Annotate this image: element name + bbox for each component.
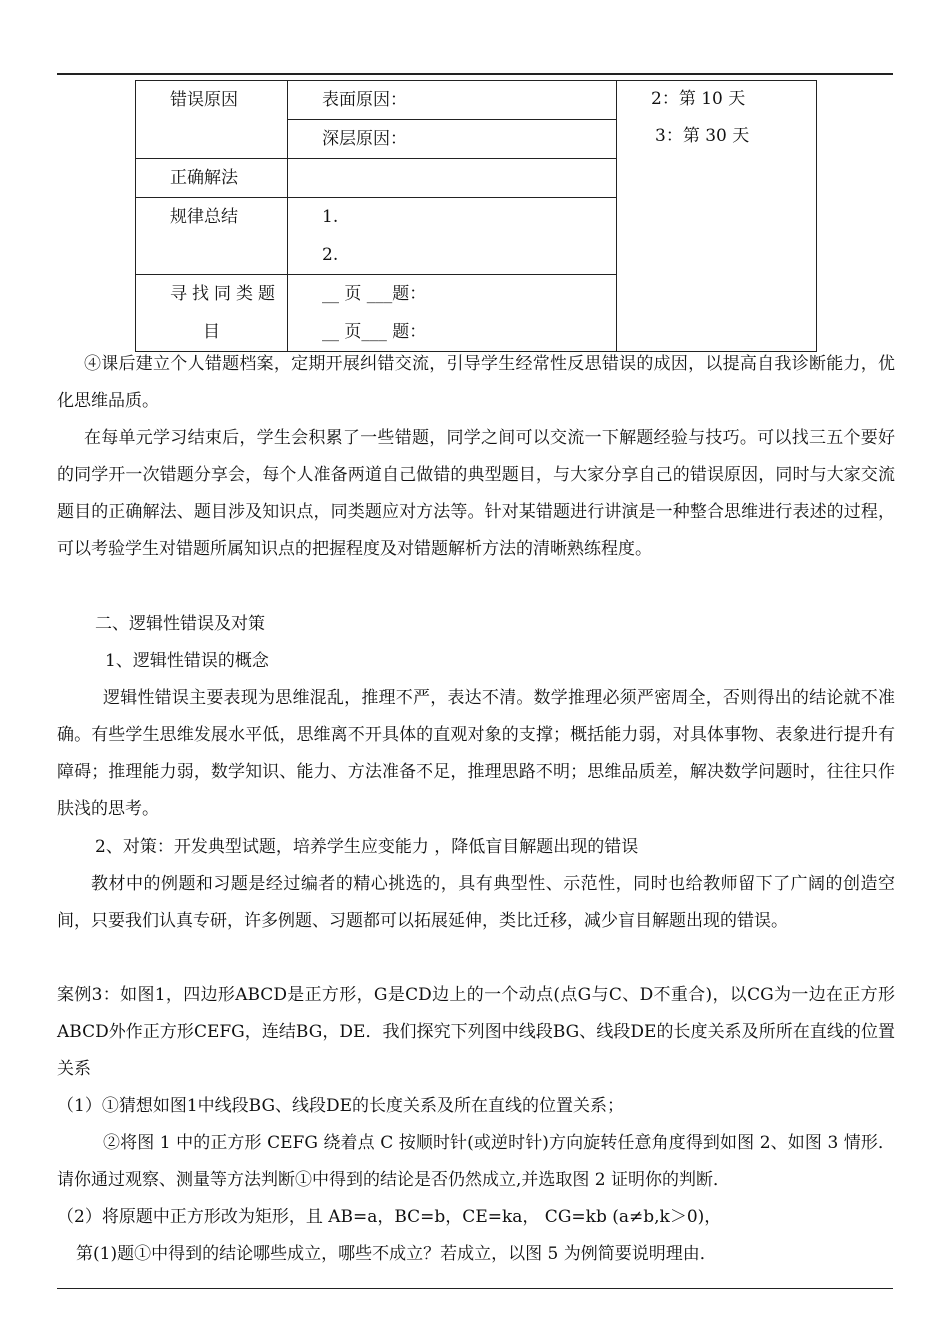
similar-problems-label-cell xyxy=(136,275,288,352)
rule-item-1: 1. xyxy=(322,207,339,227)
similar-problems-cell xyxy=(288,275,617,352)
question-2: （2）将原题中正方形改为矩形，且 AB=a，BC=b，CE=ka， CG=kb (a≠b,k＞0)， xyxy=(57,1207,722,1227)
subheading-concept: 1、逻辑性错误的概念 xyxy=(105,651,269,671)
error-reason-label: 错误原因 xyxy=(170,90,238,110)
surface-reason-label: 表面原因： xyxy=(322,90,407,110)
rule-summary-cell xyxy=(288,198,617,275)
error-record-table xyxy=(135,80,817,352)
question-2-followup: 第(1)题①中得到的结论哪些成立，哪些不成立？若成立，以图 5 为例简要说明理由． xyxy=(76,1244,717,1264)
paragraph-error-sharing: 在每单元学习结束后，学生会积累了一些错题，同学之间可以交流一下解题经验与技巧。可以找三五个要好的同学开一次错题分享会，每个人准备两道自己做错的典型题目，与大家分享自己的错误原因，同时与大家交流题目的正确解法、题目涉及知识点，同类题应对方法等。针对某错题进行讲演是一种整合思维进行表述的过程，可以考验学生对错题所属知识点的把握程度及对错题解析方法的清晰熟练程度。 xyxy=(57,428,895,559)
subheading-strategy: 2、对策：开发典型试题，培养学生应变能力 ，降低盲目解题出现的错误 xyxy=(95,837,639,857)
deep-reason-cell xyxy=(288,120,617,159)
paragraph-concept: 逻辑性错误主要表现为思维混乱，推理不严，表达不清。数学推理必须严密周全，否则得出的结论就不准确。有些学生思维发展水平低，思维离不开具体的直观对象的支撑；概括能力弱，对具体事物、表象进行提升有障碍；推理能力弱，数学知识、能力、方法准备不足，推理思路不明；思维品质差，解决数学问题时，往往只作肤浅的思考。 xyxy=(57,688,895,819)
review-schedule-cell xyxy=(617,81,817,352)
question-1-part-1: （1）①猜想如图1中线段BG、线段DE的长度关系及所在直线的位置关系； xyxy=(57,1096,625,1116)
correct-solution-cell xyxy=(288,159,617,198)
correct-solution-label: 正确解法 xyxy=(170,168,238,188)
question-1-part-2: ②将图 1 中的正方形 CEFG 绕着点 C 按顺时针(或逆时针)方向旋转任意角度得到如图 2、如图 3 情形．请你通过观察、测量等方法判断①中得到的结论是否仍然成立,并选取图 2 证明你的判断． xyxy=(57,1133,895,1190)
paragraph-textbook-examples: 教材中的例题和习题是经过编者的精心挑选的，具有典型性、示范性，同时也给教师留下了广阔的创造空间，只要我们认真专研，许多例题、习题都可以拓展延伸，类比迁移，减少盲目解题出现的错误。 xyxy=(57,874,895,931)
review-day-10: 2：第 10 天 xyxy=(651,89,746,109)
review-day-30: 3：第 30 天 xyxy=(655,126,750,146)
similar-problems-label-line2: 目 xyxy=(203,322,220,342)
rule-item-2: 2. xyxy=(322,245,339,265)
header-rule xyxy=(57,73,893,75)
correct-solution-label-cell xyxy=(136,159,288,198)
paragraph-case-3: 案例3：如图1，四边形ABCD是正方形，G是CD边上的一个动点(点G与C、D不重合)，以CG为一边在正方形ABCD外作正方形CEFG，连结BG，DE．我们探究下列图中线段BG、线段DE的长度关系及所所在直线的位置关系 xyxy=(57,985,895,1079)
error-reason-label-cell xyxy=(136,81,288,159)
rule-summary-label: 规律总结 xyxy=(170,207,238,227)
similar-problem-line-2: __ 页___ 题： xyxy=(322,322,427,342)
footer-rule xyxy=(57,1288,893,1289)
surface-reason-cell xyxy=(288,81,617,120)
rule-summary-label-cell xyxy=(136,198,288,275)
similar-problem-line-1: __ 页 ___题： xyxy=(322,284,427,304)
section-heading-logical-errors: 二、逻辑性错误及对策 xyxy=(95,614,265,634)
deep-reason-label: 深层原因： xyxy=(322,129,407,149)
similar-problems-label-line1: 寻找同类题 xyxy=(170,284,280,304)
paragraph-error-archive: ④课后建立个人错题档案，定期开展纠错交流，引导学生经常性反思错误的成因，以提高自我诊断能力，优化思维品质。 xyxy=(57,354,895,411)
